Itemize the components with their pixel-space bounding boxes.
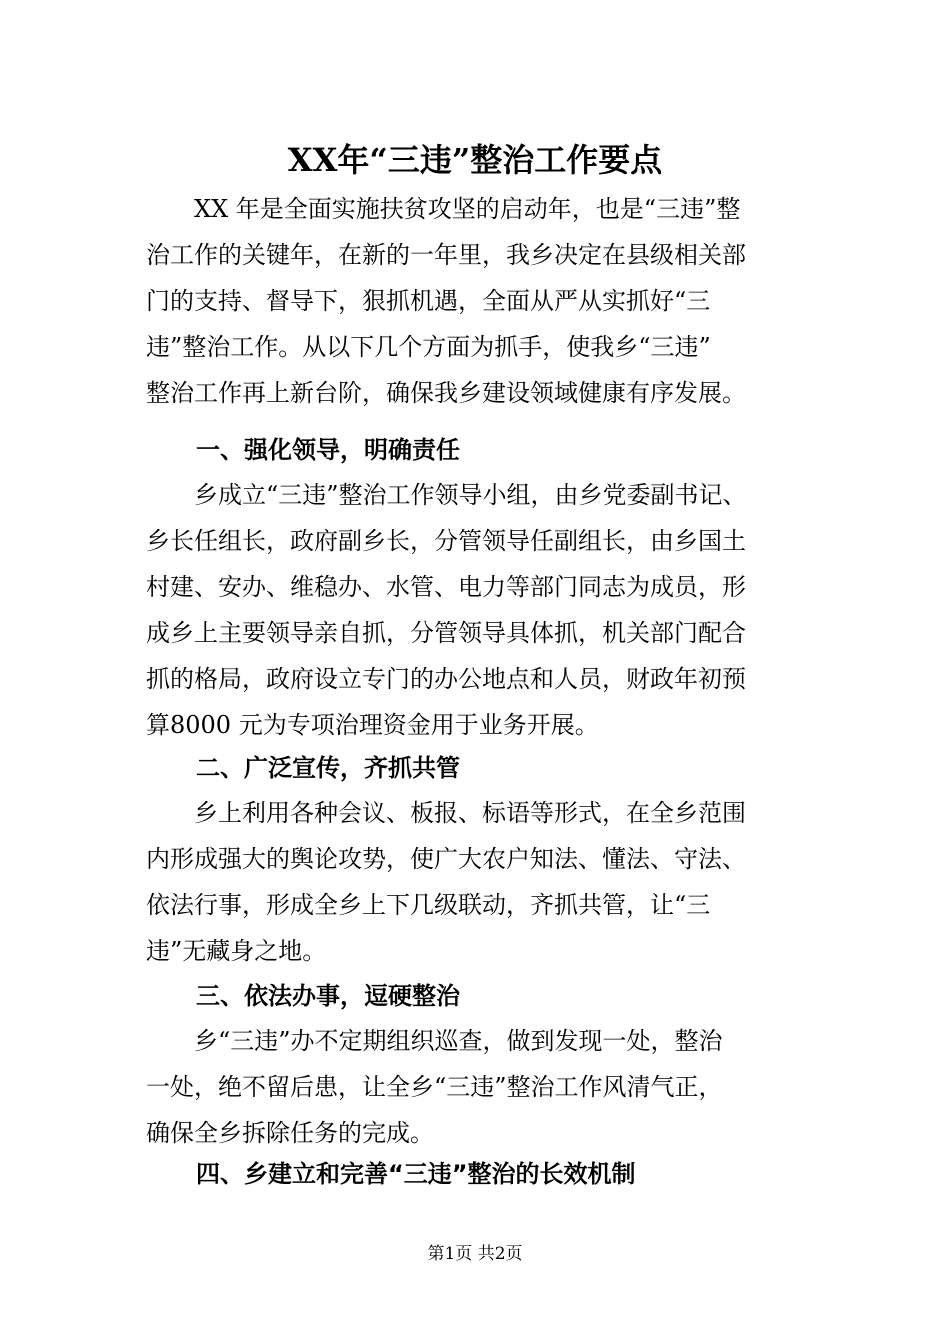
paragraph-line: 门的支持、督导下，狠抓机遇，全面从严从实抓好“三 <box>146 287 711 315</box>
section-heading-2: 二、广泛宣传，齐抓共管 <box>196 754 460 782</box>
paragraph-line: 内形成强大的舆论攻势，使广大农户知法、懂法、守法、 <box>146 845 746 873</box>
section-2-paragraph <box>146 790 806 974</box>
paragraph-line: 治工作的关键年，在新的一年里，我乡决定在县级相关部 <box>146 241 746 269</box>
paragraph-line: 乡成立“三违”整治工作领导小组，由乡党委副书记、 <box>194 481 747 509</box>
intro-paragraph <box>146 186 806 416</box>
paragraph-line: 一处，绝不留后患，让全乡“三违”整治工作风清气正， <box>146 1073 723 1101</box>
section-heading-3: 三、依法办事，逗硬整治 <box>196 982 460 1010</box>
paragraph-line: 违”无藏身之地。 <box>146 937 327 965</box>
section-heading-1: 一、强化领导，明确责任 <box>196 436 460 464</box>
section-3-paragraph <box>146 1018 806 1156</box>
paragraph-line: 依法行事，形成全乡上下几级联动，齐抓共管，让“三 <box>146 891 711 919</box>
paragraph-line: 乡上利用各种会议、板报、标语等形式，在全乡范围 <box>194 799 746 827</box>
paragraph-line: 确保全乡拆除任务的完成。 <box>146 1119 434 1147</box>
paragraph-line: XX 年是全面实施扶贫攻坚的启动年，也是“三违”整 <box>194 195 741 223</box>
paragraph-line: 抓的格局，政府设立专门的办公地点和人员，财政年初预 <box>146 665 746 693</box>
paragraph-line: 乡长任组长，政府副乡长，分管领导任副组长，由乡国土 <box>146 527 746 555</box>
paragraph-line: 算8000 元为专项治理资金用于业务开展。 <box>146 711 599 739</box>
section-1-paragraph <box>146 472 806 748</box>
paragraph-line: 违”整治工作。从以下几个方面为抓手，使我乡“三违” <box>146 333 711 361</box>
section-heading-4: 四、乡建立和完善“三违”整治的长效机制 <box>196 1160 636 1188</box>
paragraph-line: 村建、安办、维稳办、水管、电力等部门同志为成员，形 <box>146 573 746 601</box>
paragraph-line: 整治工作再上新台阶，确保我乡建设领域健康有序发展。 <box>146 379 746 407</box>
page-indicator: 第1页 共2页 <box>427 1244 523 1264</box>
paragraph-line: 乡“三违”办不定期组织巡查，做到发现一处，整治 <box>194 1027 723 1055</box>
paragraph-line: 成乡上主要领导亲自抓，分管领导具体抓，机关部门配合 <box>146 619 746 647</box>
document-title: XX年“三违”整治工作要点 <box>287 141 663 179</box>
